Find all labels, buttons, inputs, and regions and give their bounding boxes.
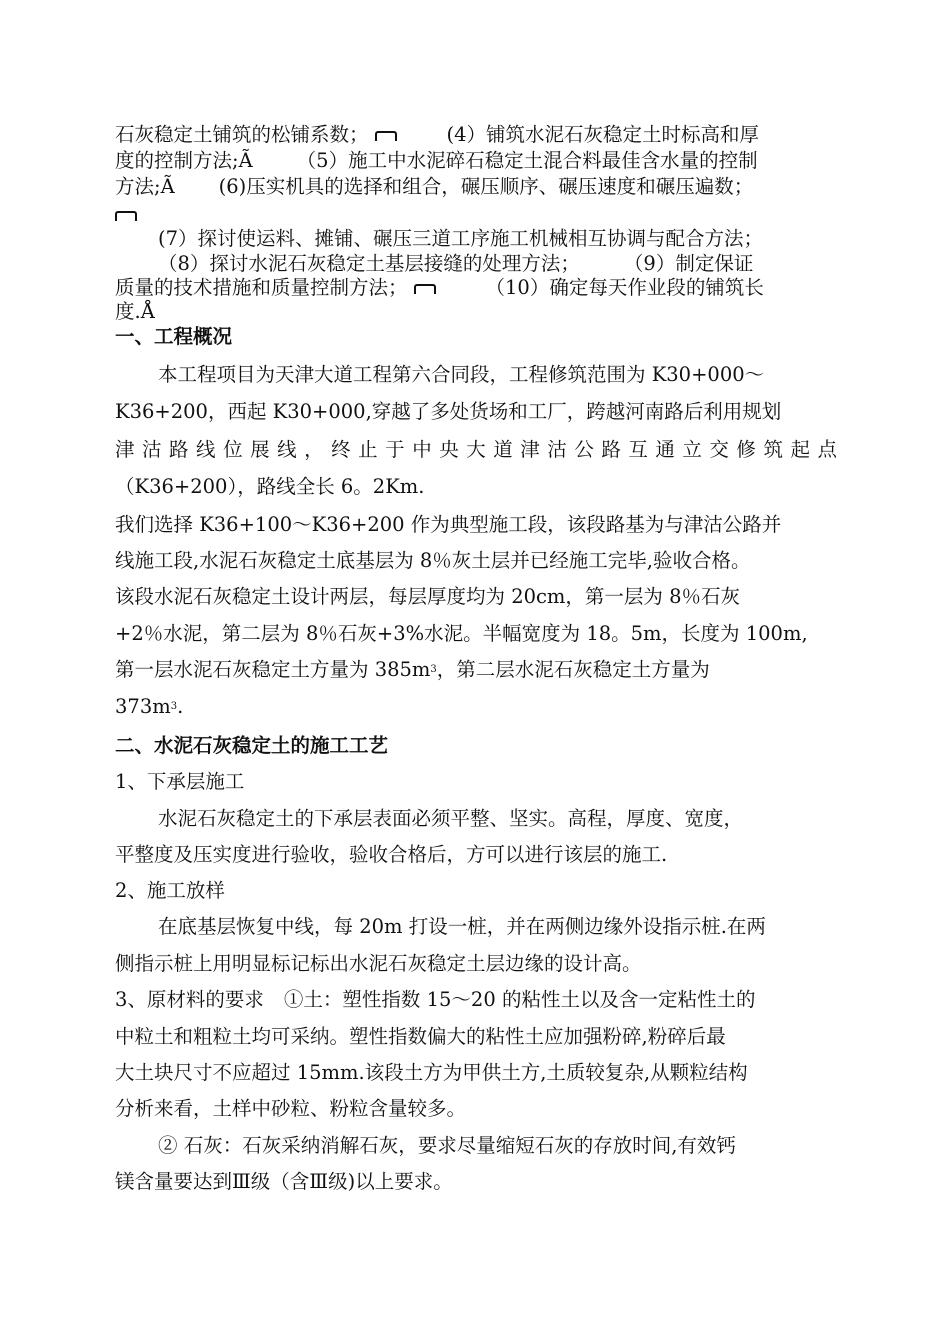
subsection-line: 在底基层恢复中线，每 20m 打设一桩，并在两侧边缘外设指示桩.在两 xyxy=(158,915,766,938)
paragraph-mark-icon xyxy=(115,211,137,221)
subsection-title: 2、施工放样 xyxy=(115,879,225,902)
intro-text: 石灰稳定土铺筑的松铺系数； xyxy=(115,123,369,146)
subsection-title-row xyxy=(115,987,845,1013)
intro-text: （10）确定每天作业段的铺筑长 xyxy=(485,276,764,299)
intro-text: (6)压实机具的选择和组合，碾压顺序、碾压速度和碾压遍数； xyxy=(218,175,754,198)
intro-line-5: (7）探讨使运料、摊铺、碾压三道工序施工机械相互协调与配合方法； xyxy=(158,227,764,250)
superscript: 3 xyxy=(430,664,437,675)
volume-text: 第一层水泥石灰稳定土方量为 385m xyxy=(115,658,431,681)
intro-text: （9）制定保证 xyxy=(623,252,754,275)
section1-p2-line xyxy=(115,694,845,720)
subsection-line: 侧指示桩上用明显标记标出水泥石灰稳定土层边缘的设计高。 xyxy=(115,952,642,975)
paragraph-mark-icon xyxy=(414,284,436,294)
section1-p1-line: 本工程项目为天津大道工程第六合同段，工程修筑范围为 K30+000～ xyxy=(158,363,765,386)
section1-p2-line: 该段水泥石灰稳定土设计两层，每层厚度均为 20cm，第一层为 8％石灰 xyxy=(115,585,741,608)
intro-text: 度的控制方法;Ã xyxy=(115,149,253,172)
intro-text: 质量的技术措施和质量控制方法； xyxy=(115,276,408,299)
subsection-line: ①土：塑性指数 15～20 的粘性土以及含一定粘性土的 xyxy=(283,988,756,1011)
superscript: 3 xyxy=(170,701,178,712)
section-heading-1: 一、工程概况 xyxy=(115,325,233,348)
intro-line-8: 度.Å xyxy=(115,300,155,323)
section1-p2-line xyxy=(115,657,845,683)
volume-text: ，第二层水泥石灰稳定土方量为 xyxy=(436,658,710,681)
intro-text: 方法;Ã xyxy=(115,175,175,198)
section1-p2-line: 线施工段,水泥石灰稳定土底基层为 8％灰土层并已经施工完毕,验收合格。 xyxy=(115,549,751,572)
volume-text: . xyxy=(177,695,184,718)
paragraph-mark-icon xyxy=(375,131,397,141)
subsection-line: ② 石灰：石灰采纳消解石灰，要求尽量缩短石灰的存放时间,有效钙 xyxy=(158,1134,736,1157)
section1-p1-line: 津沽路线位展线，终止于中央大道津沽公路互通立交修筑起点 xyxy=(115,438,837,461)
intro-text: （8）探讨水泥石灰稳定土基层接缝的处理方法； xyxy=(158,252,580,275)
subsection-line: 水泥石灰稳定土的下承层表面必须平整、坚实。高程，厚度、宽度， xyxy=(158,807,744,830)
subsection-line: 分析来看，土样中砂粒、粉粒含量较多。 xyxy=(115,1097,467,1120)
subsection-line: 镁含量要达到Ⅲ级（含Ⅲ级)以上要求。 xyxy=(115,1170,453,1193)
subsection-title: 1、下承层施工 xyxy=(115,770,245,793)
section1-p2-line: +2％水泥，第二层为 8％石灰+3%水泥。半幅宽度为 18。5m，长度为 100m, xyxy=(115,622,808,645)
subsection-line: 平整度及压实度进行验收，验收合格后，方可以进行该层的施工. xyxy=(115,843,668,866)
subsection-title: 3、原材料的要求 xyxy=(115,988,264,1011)
intro-text: （5）施工中水泥碎石稳定土混合料最佳含水量的控制 xyxy=(296,149,758,172)
intro-line-2 xyxy=(115,148,845,174)
section-heading-2: 二、水泥石灰稳定土的施工工艺 xyxy=(115,734,389,757)
section1-p2-line: 我们选择 K36+100～K36+200 作为典型施工段，该段路基为与津沽公路并 xyxy=(115,513,782,536)
section1-p1-line: K36+200，西起 K30+000,穿越了多处货场和工厂，跨越河南路后利用规划 xyxy=(115,400,782,423)
intro-line-6 xyxy=(158,251,888,277)
intro-text: (4）铺筑水泥石灰稳定土时标高和厚 xyxy=(446,123,760,146)
subsection-line: 大土块尺寸不应超过 15mm.该段土方为甲供土方,土质较复杂,从颗粒结构 xyxy=(115,1061,748,1084)
intro-line-3 xyxy=(115,174,845,200)
intro-line-1 xyxy=(115,122,845,148)
volume-text: 373m xyxy=(115,695,171,718)
intro-line-7 xyxy=(115,275,845,301)
intro-line-4 xyxy=(115,202,845,228)
section1-p1-line: （K36+200），路线全长 6。2Km. xyxy=(115,475,425,498)
subsection-line: 中粒土和粗粒土均可采纳。塑性指数偏大的粘性土应加强粉碎,粉碎后最 xyxy=(115,1025,726,1048)
